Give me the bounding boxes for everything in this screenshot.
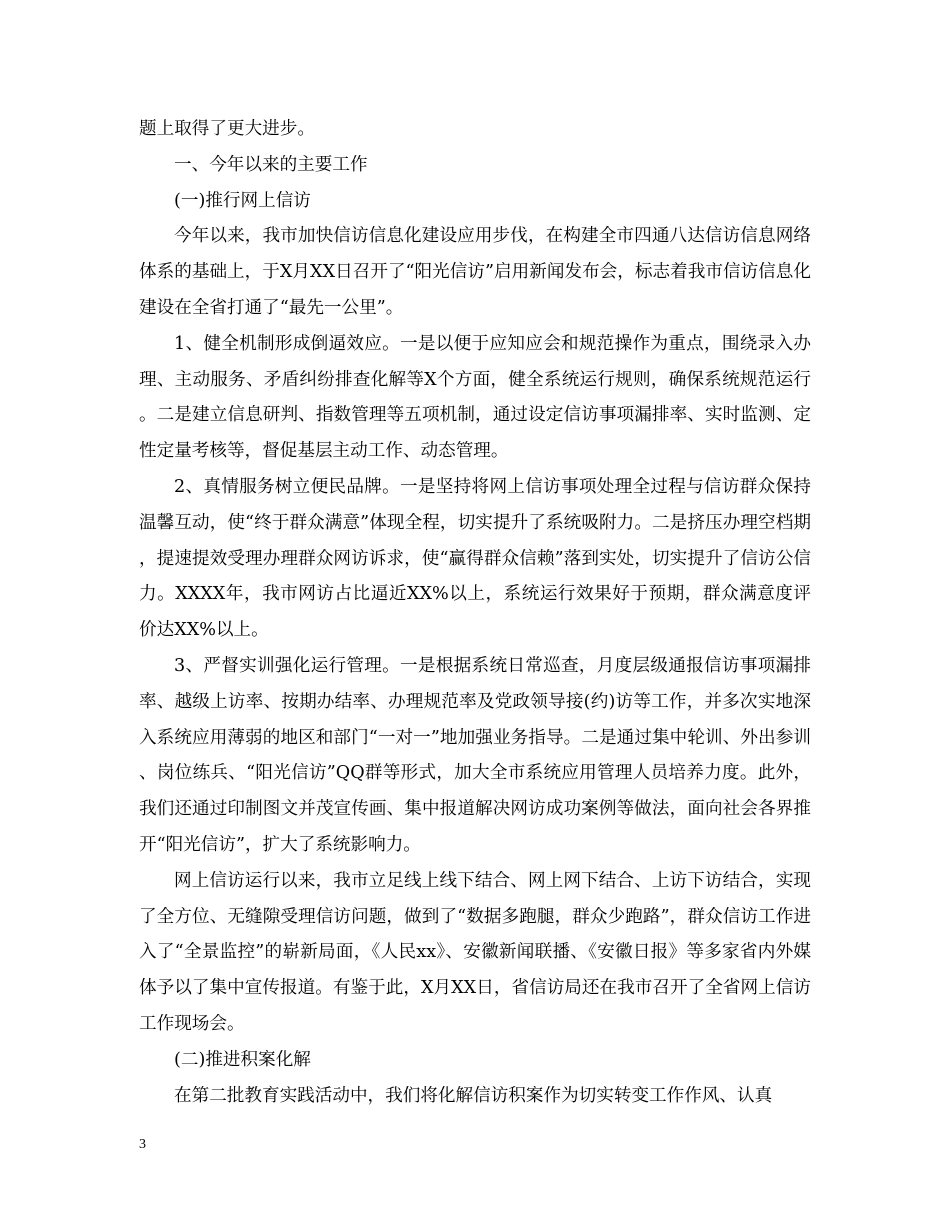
paragraph: 1、健全机制形成倒逼效应。一是以便于应知应会和规范操作为重点，围绕录入办理、主动服务、矛盾纠纷排查化解等X个方面，健全系统运行规则，确保系统规范运行。二是建立信息研判、指数管理等五项机制，通过设定信访事项漏排率、实时监测、定性定量考核等，督促基层主动工作、动态管理。 (139, 333, 811, 462)
document-body (139, 112, 811, 1114)
paragraph: 今年以来，我市加快信访信息化建设应用步伐，在构建全市四通八达信访信息网络体系的基础上，于X月XX日召开了“阳光信访”启用新闻发布会，标志着我市信访信息化建设在全省打通了“最先一公里”。 (139, 226, 811, 318)
paragraph: 2、真情服务树立便民品牌。一是坚持将网上信访事项处理全过程与信访群众保持温馨互动，使“终于群众满意”体现全程，切实提升了系统吸附力。二是挤压办理空档期，提速提效受理办理群众网访诉求，使“赢得群众信赖”落到实处，切实提升了信访公信力。XXXX年，我市网访占比逼近XX%以上，系统运行效果好于预期，群众满意度评价达XX%以上。 (139, 476, 811, 641)
subsection-heading: (二)推进积案化解 (174, 1049, 311, 1070)
paragraph: 在第二批教育实践活动中，我们将化解信访积案作为切实转变工作作风、认真 (174, 1085, 773, 1106)
paragraph: 3、严督实训强化运行管理。一是根据系统日常巡查，月度层级通报信访事项漏排率、越级上访率、按期办结率、办理规范率及党政领导接(约)访等工作，并多次实地深入系统应用薄弱的地区和部门“一对一”地加强业务指导。二是通过集中轮训、外出参训、岗位练兵、“阳光信访”QQ群等形式，加大全市系统应用管理人员培养力度。此外，我们还通过印制图文并茂宣传画、集中报道解决网访成功案例等做法，面向社会各界推开“阳光信访”，扩大了系统影响力。 (139, 655, 811, 855)
page-number: 3 (139, 1137, 146, 1152)
paragraph: 网上信访运行以来，我市立足线上线下结合、网上网下结合、上访下访结合，实现了全方位、无缝隙受理信访问题，做到了“数据多跑腿，群众少跑路”，群众信访工作进入了“全景监控”的崭新局面，《人民xx》、安徽新闻联播、《安徽日报》等多家省内外媒体予以了集中宣传报道。有鉴于此，X月XX日，省信访局还在我市召开了全省网上信访工作现场会。 (139, 870, 811, 1034)
section-heading: 一、今年以来的主要工作 (174, 154, 368, 175)
subsection-heading: (一)推行网上信访 (174, 190, 311, 211)
paragraph-continuation: 题上取得了更大进步。 (139, 119, 315, 139)
